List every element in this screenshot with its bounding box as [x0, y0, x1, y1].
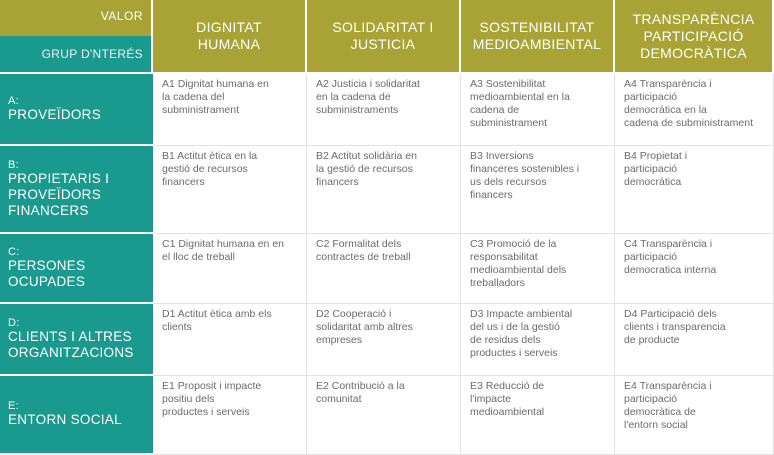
row-name: CLIENTS I ALTRES ORGANITZACIONS [8, 328, 134, 360]
row-name: PROVEÏDORS [8, 106, 102, 122]
matrix-cell-c1: C1 Dignitat humana en en el lloc de treball [153, 234, 307, 304]
matrix-cell-e4: E4 Transparència i participació democràtica de l'entorn social [615, 376, 774, 455]
row-letter: A: [8, 94, 19, 107]
row-letter: B: [8, 158, 19, 171]
column-header-sostenibilitat: SOSTENIBILITAT MEDIOAMBIENTAL [461, 0, 615, 74]
matrix-cell-a4: A4 Transparència i participació democràtica en la cadena de subministrament [615, 74, 774, 146]
matrix-cell-a2: A2 Justicia i solidaritat en la cadena de subministraments [307, 74, 461, 146]
row-name: ENTORN SOCIAL [8, 412, 122, 427]
column-header-solidaritat: SOLIDARITAT I JUSTICIA [307, 0, 461, 74]
matrix-cell-e1: E1 Proposit i impacte positiu dels productes i serveis [153, 376, 307, 455]
row-header-entorn [0, 376, 153, 455]
matrix-cell-b1: B1 Actitut ètica en la gestió de recursos financers [153, 146, 307, 234]
matrix-cell-d3: D3 Impacte ambiental del us i de la gestió de residus dels productes i serveis [461, 304, 615, 376]
row-name: PROPIETARIS I PROVEÏDORS FINANCERS [8, 170, 110, 218]
matrix-cell-c3: C3 Promoció de la responsabilitat medioambiental dels treballadors [461, 234, 615, 304]
matrix-cell-e3: E3 Reducció de l'impacte medioambiental [461, 376, 615, 455]
matrix-cell-e2: E2 Contribució a la comunitat [307, 376, 461, 455]
row-header-clients [0, 304, 153, 376]
row-letter: D: [8, 316, 20, 329]
matrix-cell-a3: A3 Sostenibilitat medioambiental en la cadena de subministrament [461, 74, 615, 146]
matrix-cell-c4: C4 Transparència i participació democratica interna [615, 234, 774, 304]
column-header-transparencia: TRANSPARÈNCIA PARTICIPACIÓ DEMOCRÀTICA [615, 0, 774, 74]
row-header-propietaris [0, 146, 153, 234]
row-letter: E: [8, 400, 19, 412]
row-name: PERSONES OCUPADES [8, 257, 86, 289]
matrix-cell-c2: C2 Formalitat dels contractes de treball [307, 234, 461, 304]
matrix-cell-b2: B2 Actitut solidària en la gestió de recursos financers [307, 146, 461, 234]
matrix-cell-b4: B4 Propietat i participació democràtica [615, 146, 774, 234]
row-header-persones [0, 234, 153, 304]
matrix-cell-a1: A1 Dignitat humana en la cadena del subministrament [153, 74, 307, 146]
row-letter: C: [8, 245, 20, 258]
matrix-cell-d2: D2 Cooperació i solidaritat amb altres empreses [307, 304, 461, 376]
grup-interes-label: GRUP D'NTERÉS [0, 36, 151, 72]
matrix-cell-d4: D4 Participació dels clients i transparencia de producte [615, 304, 774, 376]
column-header-dignitat: DIGNITAT HUMANA [153, 0, 307, 74]
row-header-proveidors [0, 74, 153, 146]
matrix-cell-d1: D1 Actitut ètica amb els clients [153, 304, 307, 376]
valor-label: VALOR [100, 9, 143, 23]
matrix-cell-b3: B3 Inversions financeres sostenibles i us dels recursos financers [461, 146, 615, 234]
matrix-corner [0, 0, 153, 74]
